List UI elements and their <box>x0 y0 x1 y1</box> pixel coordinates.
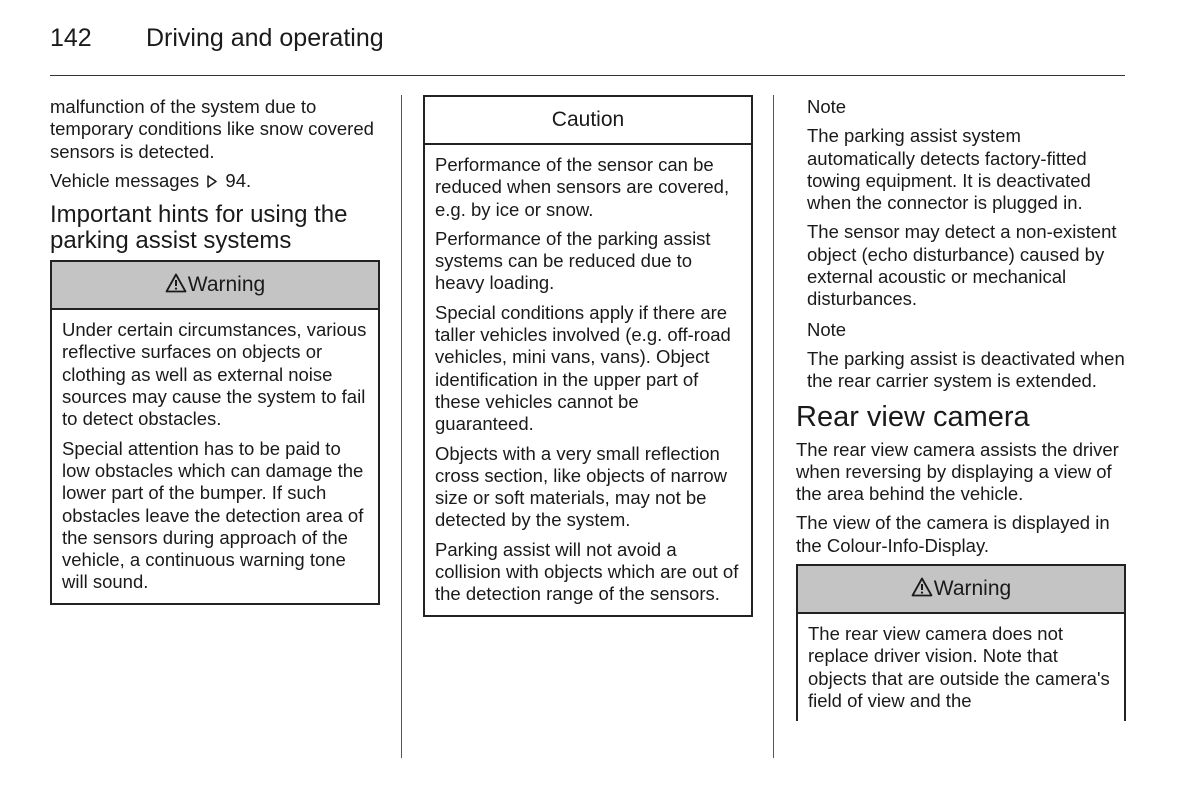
note-block-1 <box>796 96 1126 311</box>
warning-triangle-icon <box>911 577 933 597</box>
note-block-2 <box>796 319 1126 393</box>
cross-reference <box>50 170 380 192</box>
camera-warning-body <box>798 614 1124 721</box>
intro-paragraph: malfunction of the system due to temporary conditions like snow covered sensors is detected. <box>50 96 374 162</box>
ref-text: Vehicle messages <box>50 169 200 191</box>
caution-body <box>425 145 751 615</box>
camera-paragraph: The view of the camera is displayed in the Colour-Info-Display. <box>796 512 1110 556</box>
caution-box <box>423 95 753 617</box>
warning-box <box>50 260 380 605</box>
warning-paragraph: Special attention has to be paid to low obstacles which can damage the lower part of the bumper. If such obstacles leave the detection area of the sensors during approach of the vehicle, a continuous warning tone will sound. <box>62 437 364 593</box>
note-paragraph: The parking assist is deactivated when the rear carrier system is extended. <box>807 347 1125 392</box>
column-1 <box>50 96 380 605</box>
caution-paragraph: Special conditions apply if there are taller vehicles involved (e.g. off-road vehicles, mini vans, vans). Object identification in the upper part of these vehicles cannot be guaranteed. <box>435 301 731 435</box>
column-divider-1 <box>401 95 402 758</box>
header-rule <box>50 75 1125 76</box>
warning-body <box>52 310 378 603</box>
column-2 <box>423 95 753 617</box>
caution-paragraph: Performance of the parking assist systems can be reduced due to heavy loading. <box>435 227 711 294</box>
caution-paragraph: Parking assist will not avoid a collision with objects which are out of the detection range of the sensors. <box>435 538 739 605</box>
ref-page: 94. <box>225 169 252 191</box>
camera-warning-title: Warning <box>933 577 1012 601</box>
caution-header: Caution <box>425 97 751 145</box>
page-header <box>50 24 1125 76</box>
note-paragraph: The sensor may detect a non-existent object (echo disturbance) caused by external acoustic or mechanical disturbances. <box>807 221 1117 310</box>
camera-warning-text: The rear view camera does not replace driver vision. Note that objects that are outside the camera's field of view and the <box>808 623 1110 711</box>
warning-header <box>52 262 378 310</box>
column-3 <box>796 96 1126 721</box>
hints-heading: Important hints for using the parking assist systems <box>50 201 348 255</box>
camera-paragraph: The rear view camera assists the driver when reversing by displaying a view of the area behind the vehicle. <box>796 438 1119 505</box>
note-title: Note <box>807 318 847 340</box>
camera-heading: Rear view camera <box>796 400 1030 433</box>
note-paragraph: The parking assist system automatically detects factory-fitted towing equipment. It is deactivated when the connector is plugged in. <box>807 125 1091 214</box>
caution-paragraph: Objects with a very small reflection cross section, like objects of narrow size or soft materials, may not be detected by the system. <box>435 442 728 531</box>
caution-paragraph: Performance of the sensor can be reduced when sensors are covered, e.g. by ice or snow. <box>435 154 730 220</box>
column-divider-2 <box>773 95 774 758</box>
warning-paragraph: Under certain circumstances, various reflective surfaces on objects or clothing as well as external noise sources may cause the system to fail to detect obstacles. <box>62 319 367 430</box>
page-reference-arrow-icon <box>206 175 218 188</box>
page-number: 142 <box>50 24 92 52</box>
camera-warning-header <box>798 566 1124 614</box>
camera-warning-box <box>796 564 1126 721</box>
warning-title: Warning <box>187 273 266 297</box>
note-title: Note <box>807 96 847 117</box>
warning-triangle-icon <box>165 273 187 293</box>
section-title: Driving and operating <box>146 24 384 52</box>
